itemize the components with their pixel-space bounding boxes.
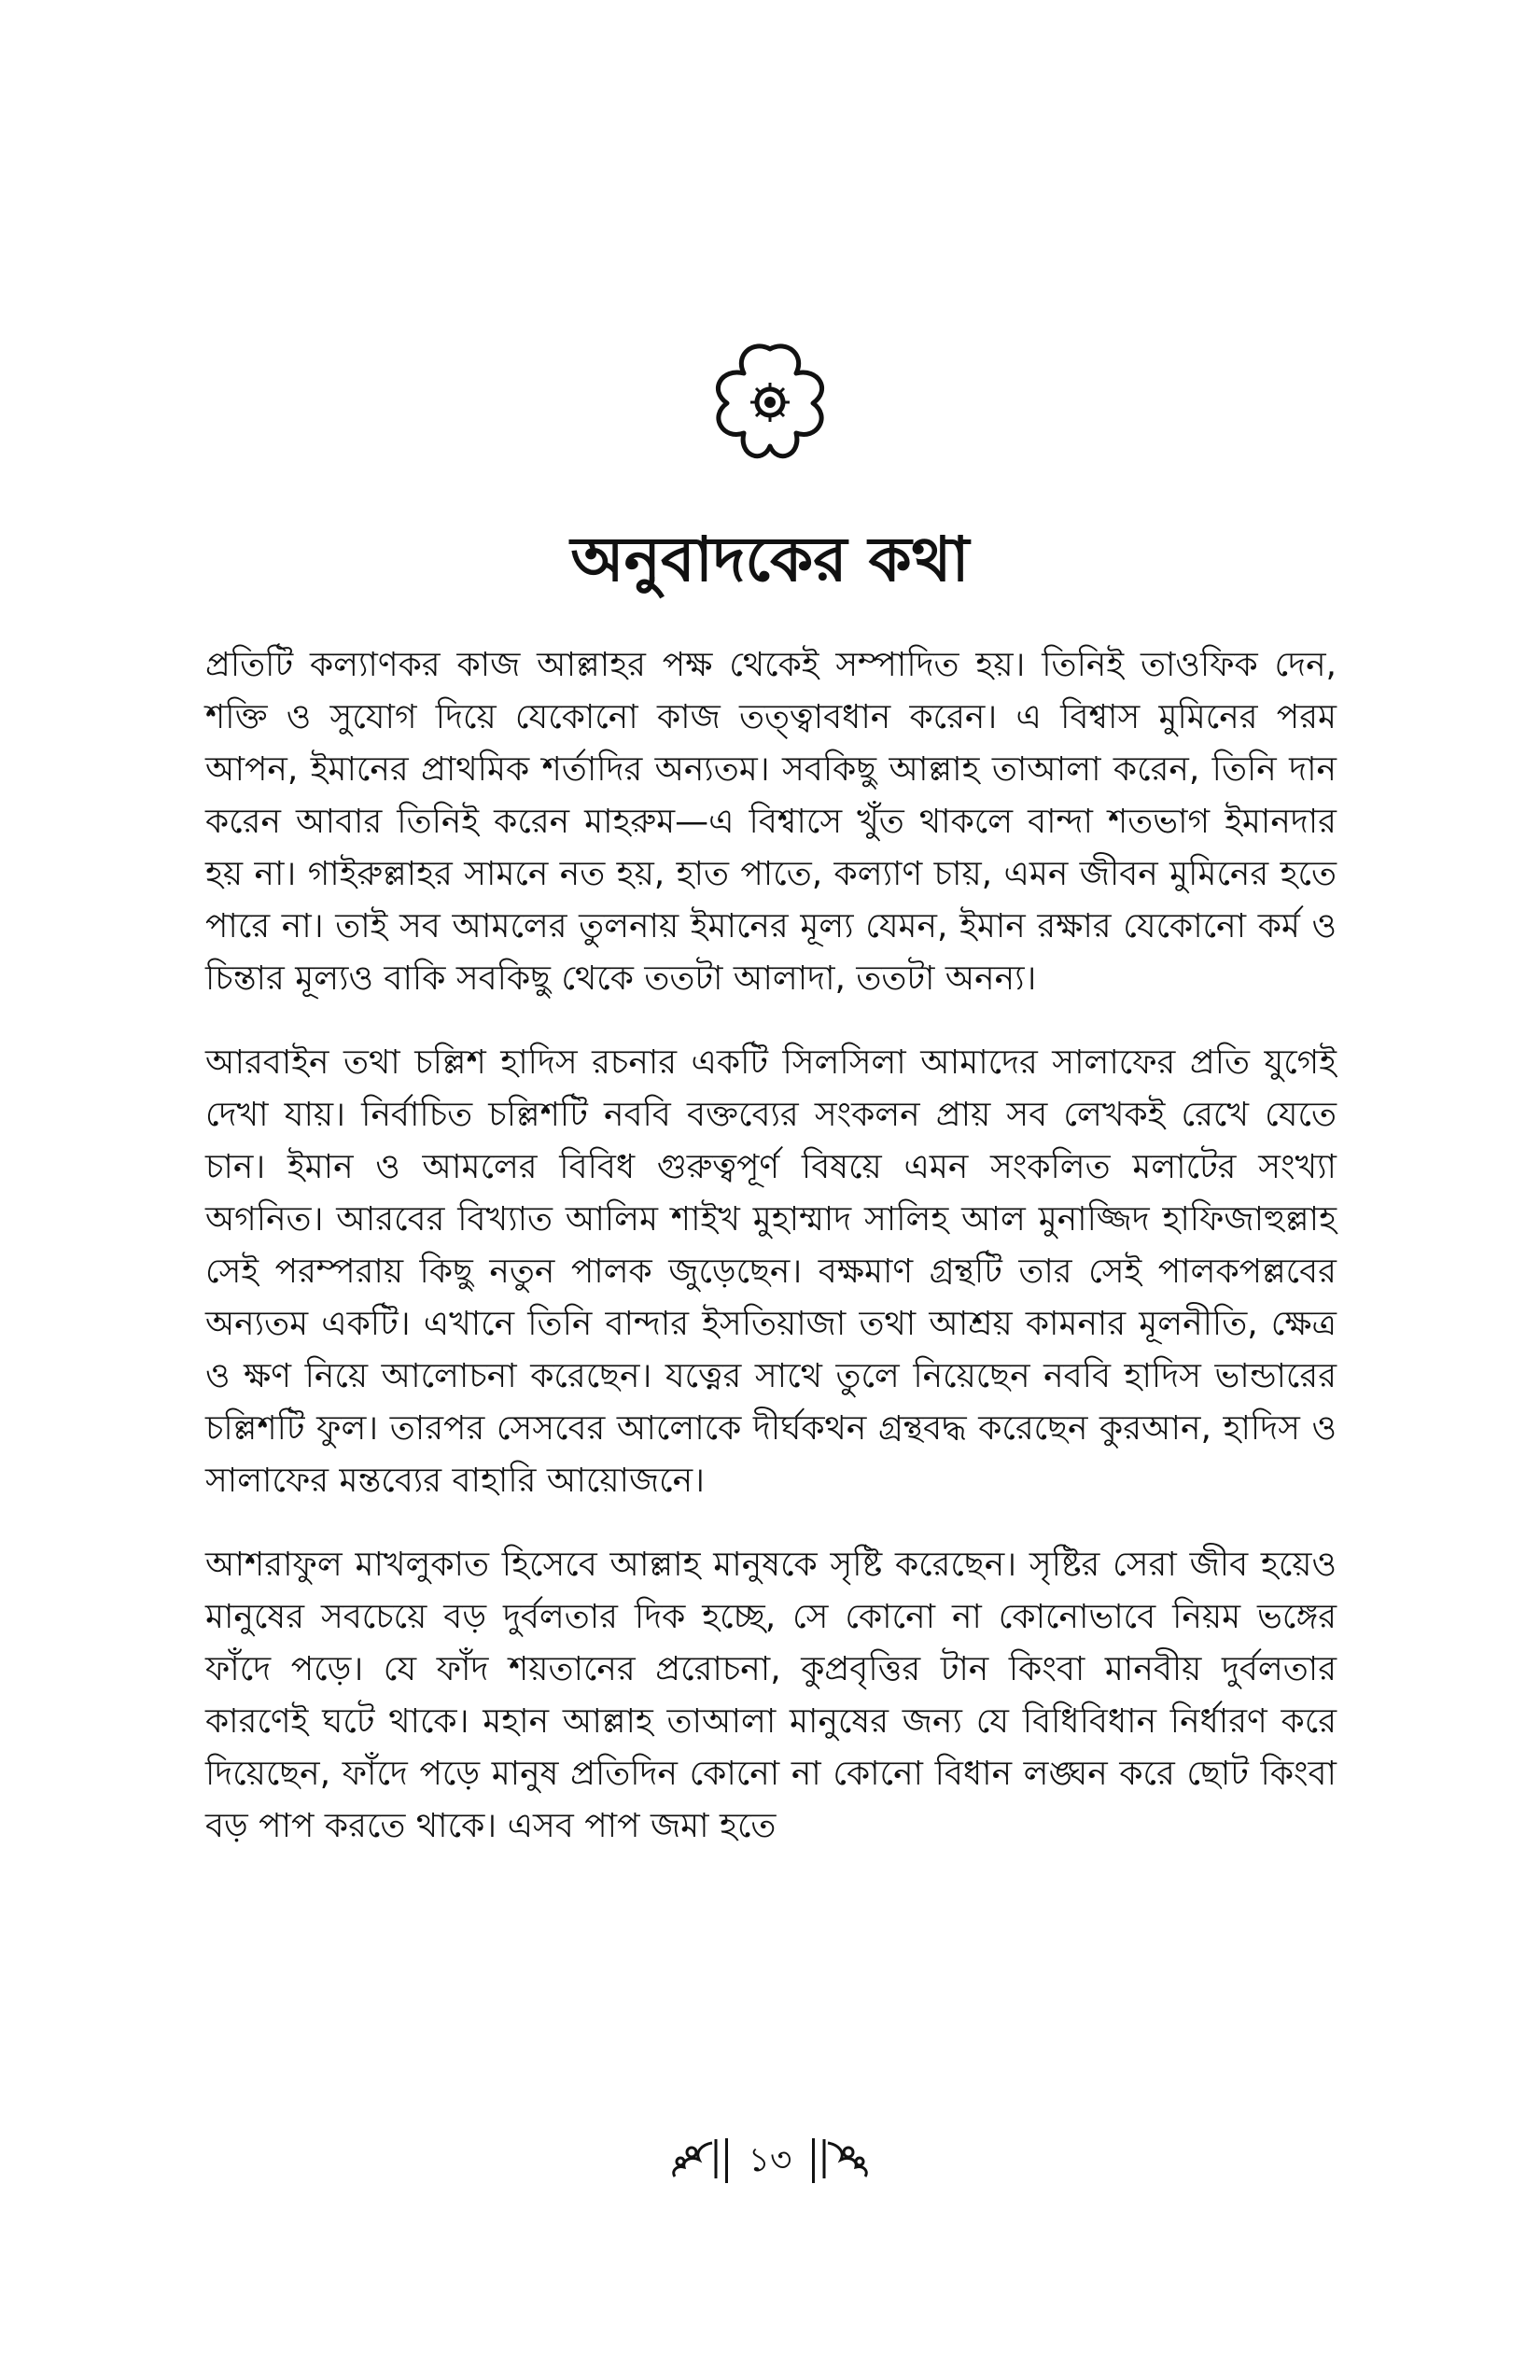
flower-ornament-icon — [705, 336, 835, 467]
page-footer — [0, 2133, 1540, 2189]
body-text — [205, 639, 1337, 1884]
left-floral-flourish-icon — [664, 2135, 720, 2186]
page-number: ১৩ — [725, 2138, 816, 2183]
paragraph-2: আরবাইন তথা চল্লিশ হাদিস রচনার একটি সিলসিলা আমাদের সালাফের প্রতি যুগেই দেখা যায়। নির্বাচিত চল্লিশটি নববি বক্তব্যের সংকলন প্রায় সব লেখকই রেখে যেতে চান। ইমান ও আমলের বিবিধ গুরুত্বপূর্ণ বিষয়ে এমন সংকলিত মলাটের সংখ্যা অগনিত। আরবের বিখ্যাত আলিম শাইখ মুহাম্মাদ সালিহ আল মুনাজ্জিদ হাফিজাহুল্লাহ সেই পরম্পরায় কিছু নতুন পালক জুড়েছেন। বক্ষমাণ গ্রন্থটি তার সেই পালকপল্লবের অন্যতম একটি। এখানে তিনি বান্দার ইসতিয়াজা তথা আশ্রয় কামনার মূলনীতি, ক্ষেত্র ও ক্ষণ নিয়ে আলোচনা করেছেন। যত্নের সাথে তুলে নিয়েছেন নববি হাদিস ভান্ডারের চল্লিশটি ফুল। তারপর সেসবের আলোকে দীর্ঘকথন গ্রন্থবদ্ধ করেছেন কুরআন, হাদিস ও সালাফের মন্তব্যের বাহারি আয়োজনে। — [205, 1043, 1337, 1500]
paragraph-3: আশরাফুল মাখলুকাত হিসেবে আল্লাহ মানুষকে সৃষ্টি করেছেন। সৃষ্টির সেরা জীব হয়েও মানুষের সবচেয়ে বড় দুর্বলতার দিক হচ্ছে, সে কোনো না কোনোভাবে নিয়ম ভঙ্গের ফাঁদে পড়ে। যে ফাঁদ শয়তানের প্ররোচনা, কুপ্রবৃত্তির টান কিংবা মানবীয় দুর্বলতার কারণেই ঘটে থাকে। মহান আল্লাহ তাআলা মানুষের জন্য যে বিধিবিধান নির্ধারণ করে দিয়েছেন, ফাঁদে পড়ে মানুষ প্রতিদিন কোনো না কোনো বিধান লঙ্ঘন করে ছোট কিংবা বড় পাপ করতে থাকে। এসব পাপ জমা হতে — [205, 1546, 1337, 1845]
page-title: অনুবাদকের কথা — [570, 524, 970, 595]
right-floral-flourish-icon — [820, 2135, 876, 2186]
paragraph-1: প্রতিটি কল্যাণকর কাজ আল্লাহর পক্ষ থেকেই সম্পাদিত হয়। তিনিই তাওফিক দেন, শক্তি ও সুযোগ দিয়ে যেকোনো কাজ তত্ত্বাবধান করেন। এ বিশ্বাস মুমিনের পরম আপন, ইমানের প্রাথমিক শর্তাদির অন্যতম। সবকিছু আল্লাহ তাআলা করেন, তিনি দান করেন আবার তিনিই করেন মাহরুম—এ বিশ্বাসে খুঁত থাকলে বান্দা শতভাগ ইমানদার হয় না। গাইরুল্লাহর সামনে নত হয়, হাত পাতে, কল্যাণ চায়, এমন জীবন মুমিনের হতে পারে না। তাই সব আমলের তুলনায় ইমানের মূল্য যেমন, ইমান রক্ষার যেকোনো কর্ম ও চিন্তার মূল্যও বাকি সবকিছু থেকে ততটা আলাদা, ততটা অনন্য। — [205, 646, 1337, 998]
